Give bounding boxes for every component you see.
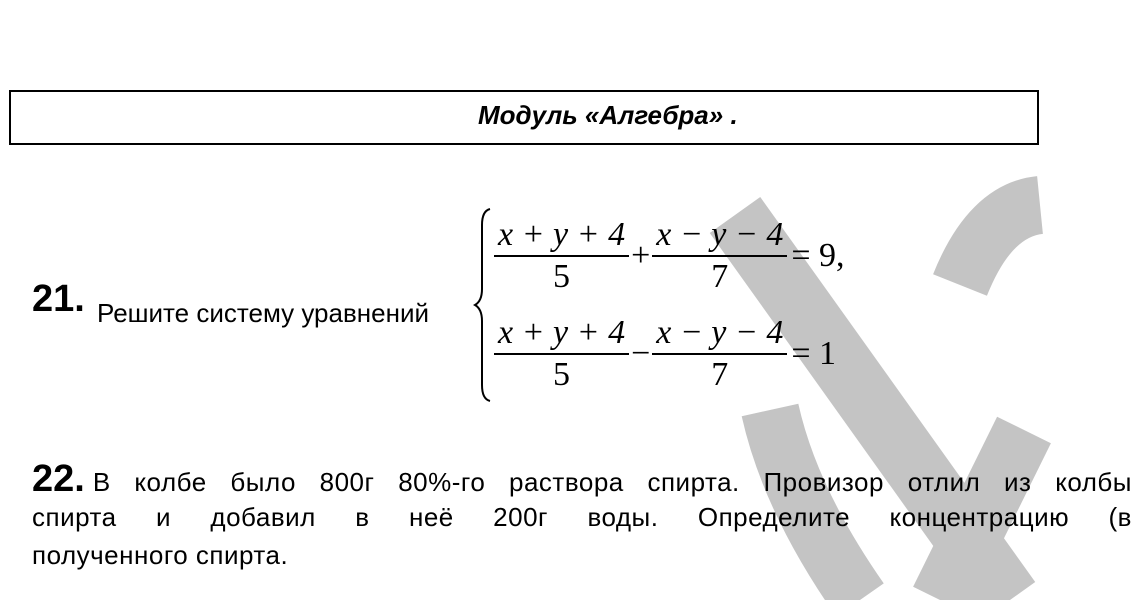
operator-plus: + [631, 237, 651, 274]
left-brace-icon [474, 205, 494, 405]
equation-2 [494, 313, 836, 395]
watermark-stroke-arc [960, 205, 1040, 285]
problem-22-number: 22. [32, 458, 85, 500]
fraction [494, 215, 629, 297]
problem-22-text-3: полученного спирта. [32, 540, 289, 570]
problem-22-text-1: В колбе было 800г 80%-го раствора спирта. Провизор отлил из колбы [92, 467, 1132, 497]
fraction [652, 313, 787, 395]
problem-21-number: 21. [32, 278, 85, 320]
problem-22-text-2: спирта и добавил в неё 200г воды. Определите концентрацию (в [32, 502, 1132, 532]
fraction-denominator: 7 [711, 356, 729, 393]
fraction-denominator: 5 [553, 356, 571, 393]
problem-22 [32, 460, 1132, 574]
fraction [494, 313, 629, 395]
problem-22-line-3 [32, 536, 1132, 574]
equation-system [474, 205, 874, 405]
equation-rhs: = 1 [791, 335, 837, 372]
fraction-numerator: x + y + 4 [498, 216, 626, 253]
fraction-numerator: x − y − 4 [656, 216, 784, 253]
section-title: Модуль «Алгебра» . [478, 100, 738, 130]
fraction-denominator: 5 [553, 258, 571, 295]
fraction-denominator: 7 [711, 258, 729, 295]
fraction-numerator: x + y + 4 [498, 314, 626, 351]
problem-22-line-2 [32, 498, 1132, 536]
equation-rhs: = 9, [791, 237, 845, 274]
fraction-numerator: x − y − 4 [656, 314, 784, 351]
equation-1 [494, 215, 845, 297]
fraction [652, 215, 787, 297]
problem-21-text: Решите систему уравнений [97, 298, 429, 328]
operator-minus: − [631, 335, 651, 372]
problem-22-line-1 [32, 460, 1132, 498]
